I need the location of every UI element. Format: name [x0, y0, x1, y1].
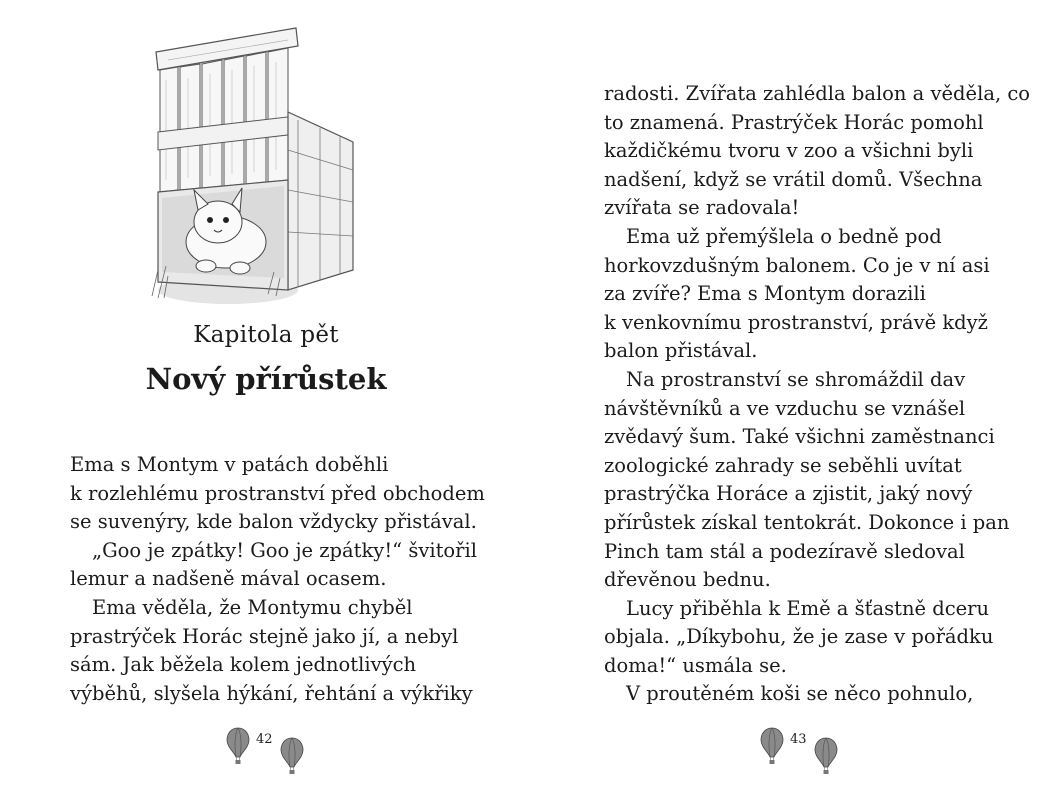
text-line: prastrýček Horác stejně jako jí, a nebyl: [70, 624, 459, 648]
text-line: doma!“ usmála se.: [604, 653, 787, 677]
text-line: horkovzdušným balonem. Co je v ní asi: [604, 253, 990, 277]
text-line: prastrýčka Horáce a zjistit, jaký nový: [604, 482, 973, 506]
text-line: radosti. Zvířata zahlédla balon a věděla, co: [604, 82, 1031, 105]
text-line: Ema už přemýšlela o bedně pod: [626, 224, 942, 248]
text-line: Lucy přiběhla k Emě a šťastně dceru: [626, 596, 990, 620]
text-line: zoologické zahrady se seběhli uvítat: [604, 453, 962, 477]
text-line: lemur a nadšeně mával ocasem.: [70, 567, 387, 591]
right-page-footer: [760, 725, 850, 773]
text-line: přírůstek získal tentokrát. Dokonce i pan: [604, 510, 1010, 534]
hot-air-balloon-icon: [814, 737, 838, 777]
text-line: balon přistával.: [604, 339, 758, 363]
text-line: sám. Jak běžela kolem jednotlivých: [70, 653, 417, 677]
text-line: Na prostranství se shromáždil dav: [626, 367, 966, 391]
text-line: to znamená. Prastrýček Horác pomohl: [604, 110, 984, 134]
text-line: zvířata se radovala!: [604, 196, 800, 220]
text-line: za zvíře? Ema s Montym dorazili: [604, 282, 926, 306]
text-line: nadšení, když se vrátil domů. Všechna: [604, 167, 983, 191]
crate-cat-illustration: [148, 20, 358, 320]
text-line: Ema s Montym v patách doběhli: [70, 453, 389, 476]
chapter-number: Kapitola pět: [193, 322, 339, 348]
text-line: výběhů, slyšela hýkání, řehtání a výkřiky: [70, 681, 473, 705]
chapter-title: Nový přírůstek: [145, 362, 387, 396]
text-line: objala. „Díkybohu, že je zase v pořádku: [604, 625, 994, 649]
hot-air-balloon-icon: [760, 727, 784, 767]
text-line: každičkému tvoru v zoo a všichni byli: [604, 139, 974, 163]
right-page: [532, 0, 1064, 800]
text-line: Pinch tam stál a podezíravě sledoval: [604, 539, 965, 563]
text-line: V proutěném koši se něco pohnulo,: [626, 682, 974, 706]
text-line: dřevěnou bednu.: [604, 568, 771, 592]
text-line: Ema věděla, že Montymu chyběl: [92, 595, 413, 619]
page-number: 42: [256, 732, 273, 747]
page-number: 43: [790, 732, 807, 747]
text-line: se suvenýry, kde balon vždycky přistával.: [70, 510, 477, 534]
text-line: zvědavý šum. Také všichni zaměstnanci: [604, 425, 995, 449]
left-page-footer: [226, 725, 316, 773]
text-line: „Goo je zpátky! Goo je zpátky!“ švitořil: [92, 538, 477, 562]
left-body-text: [70, 451, 490, 708]
right-body-text: [604, 80, 1031, 709]
hot-air-balloon-icon: [280, 737, 304, 777]
text-line: návštěvníků a ve vzduchu se vznášel: [604, 396, 966, 420]
text-line: k venkovnímu prostranství, právě když: [604, 310, 988, 334]
text-line: k rozlehlému prostranství před obchodem: [70, 481, 485, 505]
hot-air-balloon-icon: [226, 727, 250, 767]
